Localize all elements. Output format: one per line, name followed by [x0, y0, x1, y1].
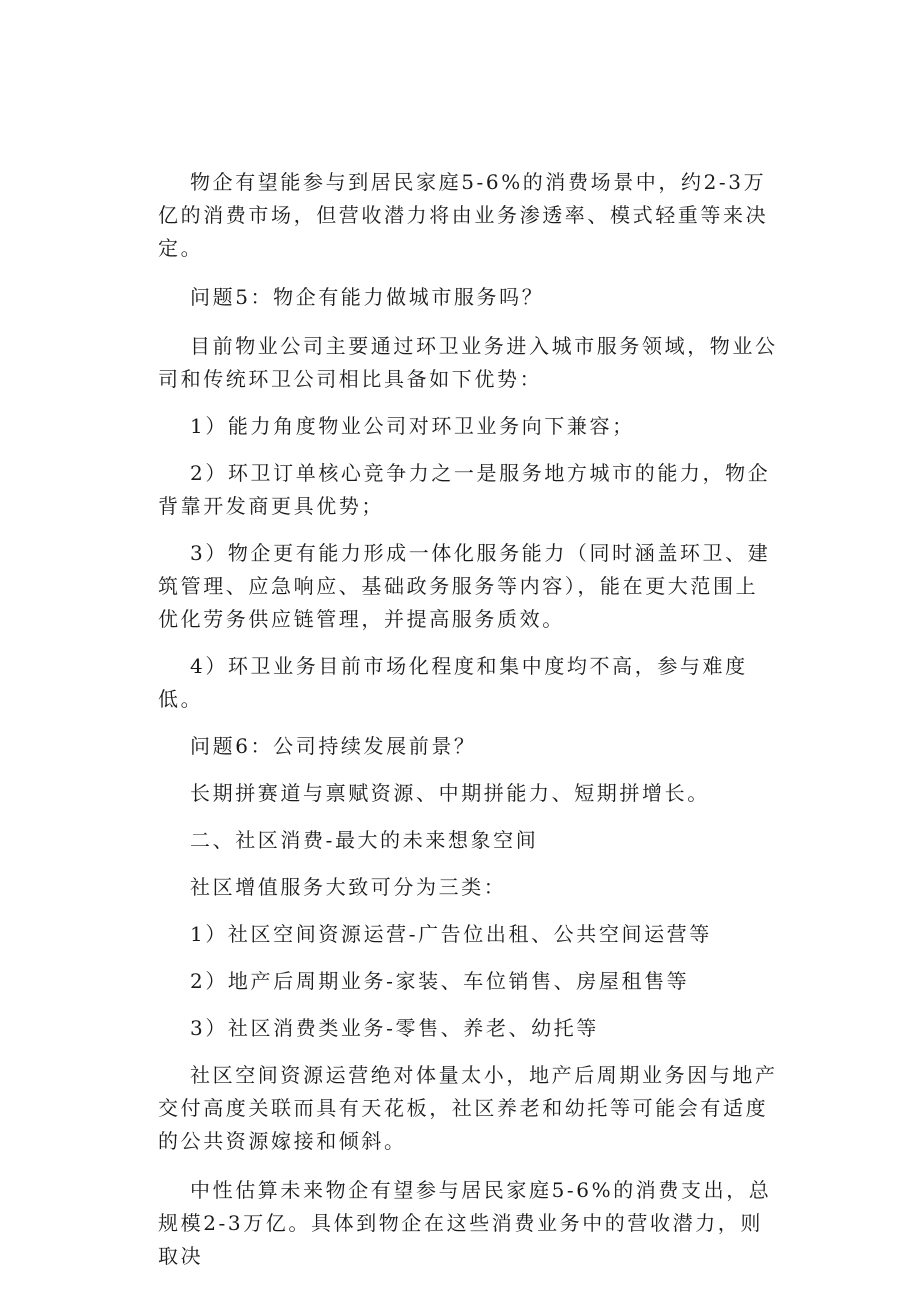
- document-body: [158, 166, 778, 1273]
- question-6-heading: 问题6：公司持续发展前景？: [190, 734, 477, 758]
- list-item-category-2: 2）地产后周期业务-家装、车位销售、房屋租售等: [190, 969, 690, 993]
- section-heading-community-consumption: 二、社区消费-最大的未来想象空间: [190, 828, 539, 852]
- list-item-advantage-3: 3）物企更有能力形成一体化服务能力（同时涵盖环卫、建筑管理、应急响应、基础政务服务等内容），能在更大范围上优化劳务供应链管理，并提高服务质效。: [158, 541, 771, 631]
- list-item-category-1: 1）社区空间资源运营-广告位出租、公共空间运营等: [190, 922, 712, 946]
- paragraph-development-outlook: 长期拼赛道与禀赋资源、中期拼能力、短期拼增长。: [190, 781, 710, 805]
- paragraph-city-services-intro: 目前物业公司主要通过环卫业务进入城市服务领域，物业公司和传统环卫公司相比具备如下优势：: [158, 334, 778, 391]
- paragraph-category-analysis: 社区空间资源运营绝对体量太小，地产后周期业务因与地产交付高度关联而具有天花板，社区养老和幼托等可能会有适度的公共资源嫁接和倾斜。: [158, 1063, 778, 1153]
- list-item-category-3: 3）社区消费类业务-零售、养老、幼托等: [190, 1016, 599, 1040]
- paragraph-neutral-estimate: 中性估算未来物企有望参与居民家庭5-6%的消费支出，总规模2-3万亿。具体到物企在这些消费业务中的营收潜力，则取决: [158, 1178, 772, 1268]
- paragraph-consumption-scenario: 物企有望能参与到居民家庭5-6%的消费场景中，约2-3万亿的消费市场，但营收潜力将由业务渗透率、模式轻重等来决定。: [158, 170, 769, 260]
- question-5-heading: 问题5：物企有能力做城市服务吗？: [190, 285, 545, 309]
- list-item-advantage-1: 1）能力角度物业公司对环卫业务向下兼容；: [190, 414, 635, 438]
- paragraph-value-added-categories: 社区增值服务大致可分为三类：: [190, 875, 507, 899]
- list-item-advantage-2: 2）环卫订单核心竞争力之一是服务地方城市的能力，物企背靠开发商更具优势；: [158, 461, 771, 518]
- list-item-advantage-4: 4）环卫业务目前市场化程度和集中度均不高，参与难度低。: [158, 654, 748, 711]
